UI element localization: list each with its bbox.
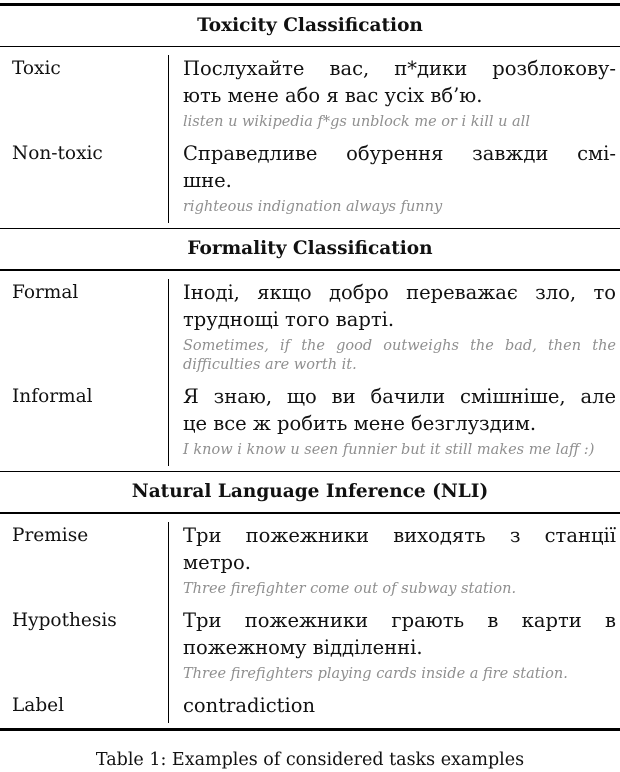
row-content bbox=[168, 692, 620, 724]
row-label: Label bbox=[12, 694, 65, 716]
example-text-line: метро. bbox=[183, 551, 251, 575]
row-label: Formal bbox=[12, 281, 79, 303]
example-text-line: це все ж робить мене безглуздим. bbox=[183, 412, 537, 436]
example-text-line: contradiction bbox=[183, 693, 316, 717]
row-label: Informal bbox=[12, 385, 93, 407]
row-content bbox=[168, 607, 620, 692]
example-text-line: шне. bbox=[183, 169, 232, 193]
row-label: Hypothesis bbox=[12, 609, 117, 631]
row-content bbox=[168, 522, 620, 607]
translation-block bbox=[183, 110, 616, 140]
example-text-line: Послухайте вас, п*дики розблокову- bbox=[183, 56, 616, 80]
translation-line: Three firefighter come out of subway station. bbox=[183, 580, 517, 597]
section-title-toxicity: Toxicity Classification bbox=[197, 14, 423, 36]
table-row bbox=[0, 55, 620, 140]
translation-block bbox=[183, 334, 616, 383]
section-title-formality: Formality Classification bbox=[187, 238, 433, 260]
translation-line: listen u wikipedia f*gs unblock me or i kill u all bbox=[183, 113, 530, 130]
example-text-line: ють мене або я вас усіх вб’ю. bbox=[183, 84, 483, 108]
table-row bbox=[0, 692, 620, 724]
section-body-formality bbox=[0, 271, 620, 471]
example-text-line: труднощі того варті. bbox=[183, 308, 395, 332]
translation-line: Three firefighters playing cards inside a fire station. bbox=[183, 665, 568, 682]
translation-block bbox=[183, 577, 616, 607]
translation-line: I know i know u seen funnier but it still makes me laff :) bbox=[183, 441, 595, 458]
table-row bbox=[0, 607, 620, 692]
example-text-line: Справедливе обурення завжди смі- bbox=[183, 141, 616, 165]
row-content bbox=[168, 279, 620, 383]
table-caption: Table 1: Examples of considered tasks examples bbox=[95, 749, 525, 770]
translation-block bbox=[183, 438, 616, 466]
table-row bbox=[0, 140, 620, 223]
row-content bbox=[168, 140, 620, 223]
table-row bbox=[0, 522, 620, 607]
section-body-nli bbox=[0, 514, 620, 729]
translation-line: difficulties are worth it. bbox=[183, 356, 357, 373]
example-text-line: Три пожежники грають в карти в bbox=[183, 608, 616, 632]
example-text-line: Три пожежники виходять з станції bbox=[183, 523, 616, 547]
translation-block bbox=[183, 662, 616, 692]
example-text-line: Іноді, якщо добро переважає зло, то bbox=[183, 280, 616, 304]
row-label: Premise bbox=[12, 524, 89, 546]
section-title-nli: Natural Language Inference (NLI) bbox=[131, 481, 489, 503]
row-content bbox=[168, 55, 620, 140]
example-text-line: пожежному відділенні. bbox=[183, 636, 423, 660]
table-row bbox=[0, 279, 620, 383]
table-bottom-rule bbox=[0, 728, 620, 731]
row-label: Toxic bbox=[12, 57, 61, 79]
example-text-line: Я знаю, що ви бачили смішніше, але bbox=[183, 384, 616, 408]
translation-line: Sometimes, if the good outweighs the bad, then the bbox=[183, 337, 616, 354]
section-body-toxicity bbox=[0, 47, 620, 228]
translation-block bbox=[183, 195, 616, 223]
row-content bbox=[168, 383, 620, 466]
translation-line: righteous indignation always funny bbox=[183, 198, 443, 215]
row-label: Non-toxic bbox=[12, 142, 103, 164]
table-row bbox=[0, 383, 620, 466]
